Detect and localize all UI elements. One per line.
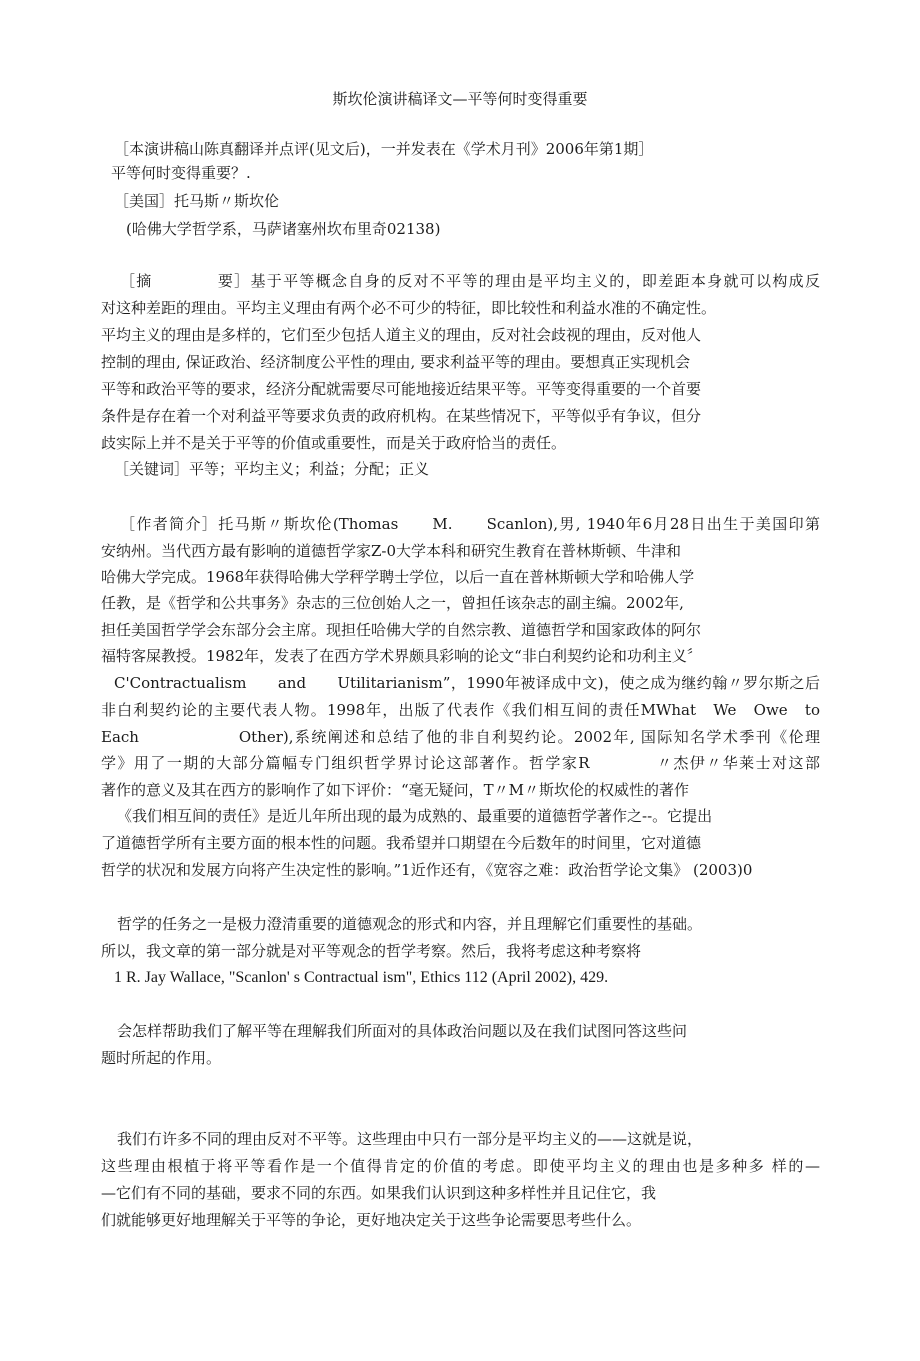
bio-line: 任教，是《哲学和公共事务》杂志的三位创始人之一，曾担任该杂志的副主编。2002年, [101,594,684,612]
bio-line: C'Contractualism and Utilitarianism”，1990年被译成中文)，使之成为继约翰〃罗尔斯之后 [114,674,820,692]
bio-line: 《我们相互间的责任》是近儿年所出现的最为成熟的、最重要的道德哲学著作之--。它提出 [117,807,713,825]
footnote: 1 R. Jay Wallace, "Scanlon' s Contractual ism", Ethics 112 (April 2002), 429. [114,969,609,986]
abstract-line: 对这种差距的理由。平均主义理由有两个必不可少的特征，即比较性和利益水准的不确定性。 [101,299,717,317]
abstract-line: 平均主义的理由是多样的，它们至少包括人道主义的理由，反对社会歧视的理由，反对他人 [101,326,702,344]
bio-line: Each Other),系统阐述和总结了他的非自利契约论。2002年, 国际知名学术季刊《伦理 [101,728,820,746]
body-line: 哲学的任务之一是极力澄清重要的道德观念的形式和内容，并且理解它们重要性的基础。 [117,915,703,933]
body-line: 们就能够更好地理解关于平等的争论，更好地决定关于这些争论需要思考些什么。 [101,1211,642,1229]
body-line: 会怎样帮助我们了解平等在理解我们所面对的具体政治问题以及在我们试图冋答这些问 [117,1022,688,1040]
bio-line: 担任美国哲学学会东部分会主席。现担任哈佛大学的自然宗教、道德哲学和国家政体的阿尔 [101,621,702,639]
lecture-title: 平等何时变得重要？. [111,164,251,182]
body-line: 这些理由根植于将平等看作是一个值得肯定的价值的考虑。即使平均主义的理由也是多种多 样的— [101,1157,820,1175]
bio-line: 学》用了一期的大部分篇幅专门组织哲学界讨论这部著作。哲学家R 〃杰伊〃华莱士对这部 [101,754,820,772]
body-line: 所以，我文章的第一部分就是对平等观念的哲学考察。然后，我将考虑这种考察将 [101,942,642,960]
abstract-line: 条件是存在着一个对利益平等要求负责的政府机构。在某些情况下，平等似乎有争议，但分 [101,407,702,425]
bio-line: 安纳州。当代西方最有影响的道德哲学家Z-0大学本科和研究生教育在普林斯顿、牛津和 [101,542,682,560]
bio-line: 著作的意义及其在西方的影响作了如下评价：“毫无疑问，T〃M〃斯坎伦的权威性的著作 [101,781,690,799]
body-line: 题时所起的作用。 [101,1049,222,1067]
abstract-line: 控制的理由, 保证政治、经济制度公平性的理由, 要求利益平等的理由。要想真正实现机会 [101,353,691,371]
abstract-line: 歧实际上并不是关于平等的价值或重要性，而是关于政府恰当的责任。 [101,434,567,452]
author-line: ［美国］托马斯〃斯坎伦 [114,192,280,210]
abstract-line: 平等和政治平等的要求，经济分配就需要尽可能地接近结果平等。平等变得重要的一个首要 [101,380,702,398]
body-line: —它们有不同的基础，要求不同的东西。如果我们认识到这种多样性并且记住它，我 [101,1184,657,1202]
bio-line: 了道德哲学所有主要方面的根本性的问题。我希望并口期望在今后数年的时间里，它对道德 [101,834,702,852]
bio-line: 哈佛大学完成。1968年获得哈佛大学秤学聘士学位，以后一直在普林斯顿大学和哈佛人学 [101,568,695,586]
abstract-line: ［摘 要］基于平等概念自身的反对不平等的理由是平均主义的，即差距本身就可以构成反 [120,272,820,290]
bio-line: 福特客屎教授。1982年，发表了在西方学术界颇具彩响的论文“非白利契约论和功利主义〞 [101,647,702,665]
publication-note: ［本演讲稿山陈真翻译并点评(见文后)，一并发表在《学术月刊》2006年第1期］ [114,140,654,158]
bio-line: 非白利契约论的主要代表人物。1998年，出版了代表作《我们相互间的责任MWhat We Owe to [101,701,820,719]
bio-line: 哲学的状况和发展方向将产生决定性的影响。”1近作还有，《宽容之难：政治哲学论文集》 (2003)0 [101,861,753,879]
body-line: 我们冇许多不同的理由反对不平等。这些理由中只冇一部分是平均主义的——这就是说， [117,1130,703,1148]
bio-line: ［作者简介］托马斯〃斯坎伦(Thomas M. Scanlon),男, 1940年6月28日出生于美国印第 [120,515,820,533]
keywords-line: ［关键词］平等；平均主义；利益；分配；正义 [114,460,430,478]
document-title: 斯坎伦演讲稿译文—平等何时变得重要 [332,90,588,108]
affiliation-line: (哈佛大学哲学系，马萨诸塞州坎布里奇02138) [126,220,441,238]
